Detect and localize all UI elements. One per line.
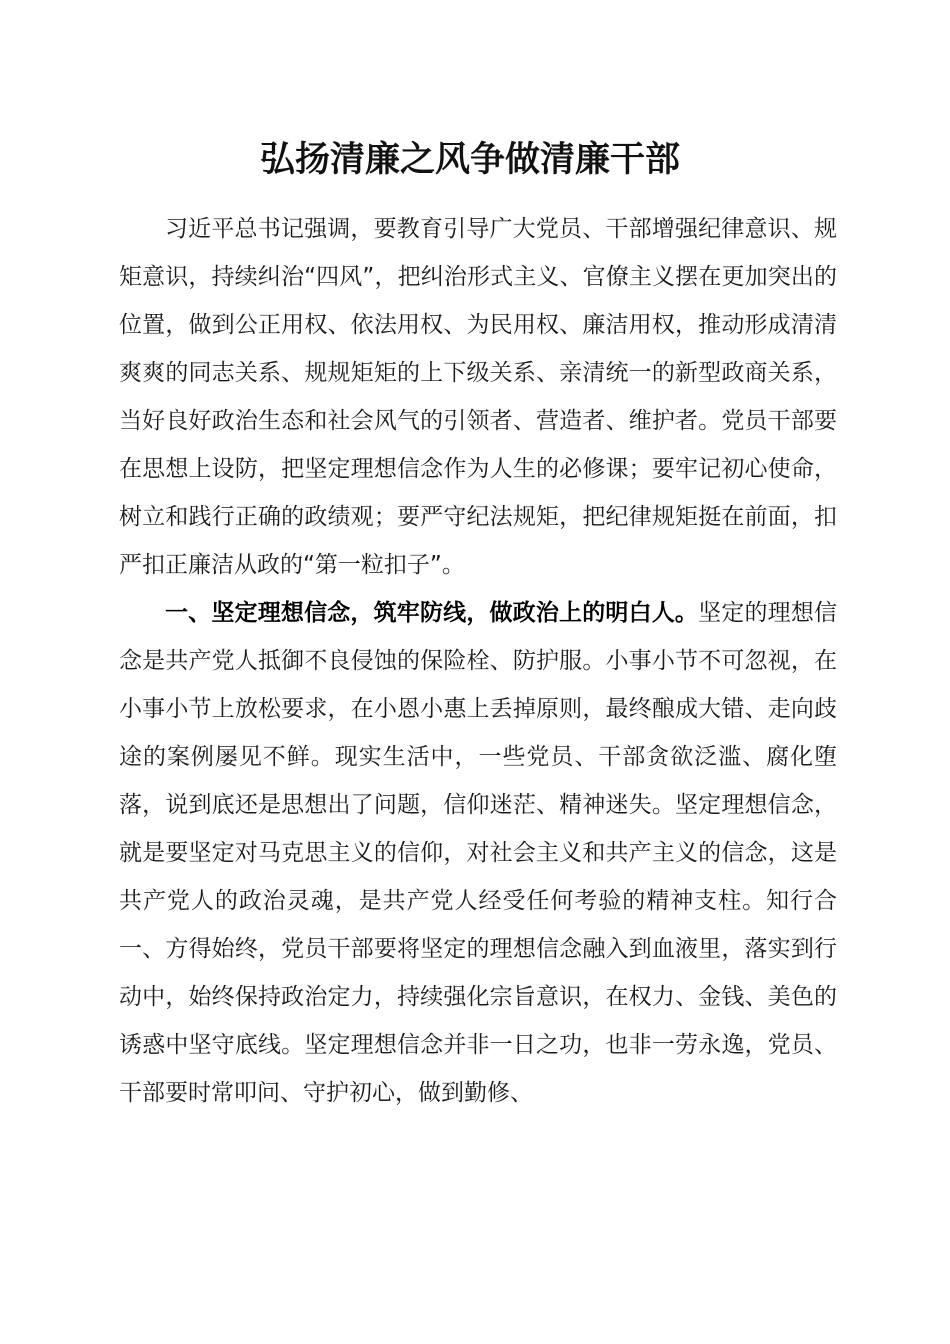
paragraph-intro-text: 习近平总书记强调，要教育引导广大党员、干部增强纪律意识、规矩意识，持续纠治“四风”，把纠治形式主义、官僚主义摆在更加突出的位置，做到公正用权、依法用权、为民用权、廉洁用权，推动形成清清爽爽的同志关系、规规矩矩的上下级关系、亲清统一的新型政商关系，当好良好政治生态和社会风气的引领者、营造者、维护者。党员干部要在思想上设防，把坚定理想信念作为人生的必修课；要牢记初心使命，树立和践行正确的政绩观；要严守纪法规矩，把纪律规矩挺在前面，扣严扣正廉洁从政的“第一粒扣子”。 (119, 216, 837, 578)
document-title: 弘扬清廉之风争做清廉干部 (259, 139, 680, 180)
paragraph-section-1 (119, 589, 837, 1117)
section-1-heading: 一、坚定理想信念，筑牢防线，做政治上的明白人。 (165, 600, 699, 626)
paragraph-intro (119, 205, 837, 589)
document-body (119, 205, 837, 1117)
section-1-text: 坚定的理想信念是共产党人抵御不良侵蚀的保险栓、防护服。小事小节不可忽视，在小事小节上放松要求，在小恩小惠上丢掉原则，最终酿成大错、走向歧途的案例屡见不鲜。现实生活中，一些党员、干部贪欲泛滥、腐化堕落，说到底还是思想出了问题，信仰迷茫、精神迷失。坚定理想信念，就是要坚定对马克思主义的信仰，对社会主义和共产主义的信念，这是共产党人的政治灵魂，是共产党人经受任何考验的精神支柱。知行合一、方得始终，党员干部要将坚定的理想信念融入到血液里，落实到行动中，始终保持政治定力，持续强化宗旨意识，在权力、金钱、美色的诱惑中坚守底线。坚定理想信念并非一日之功，也非一劳永逸，党员、干部要时常叩问、守护初心，做到勤修、 (119, 600, 838, 1106)
